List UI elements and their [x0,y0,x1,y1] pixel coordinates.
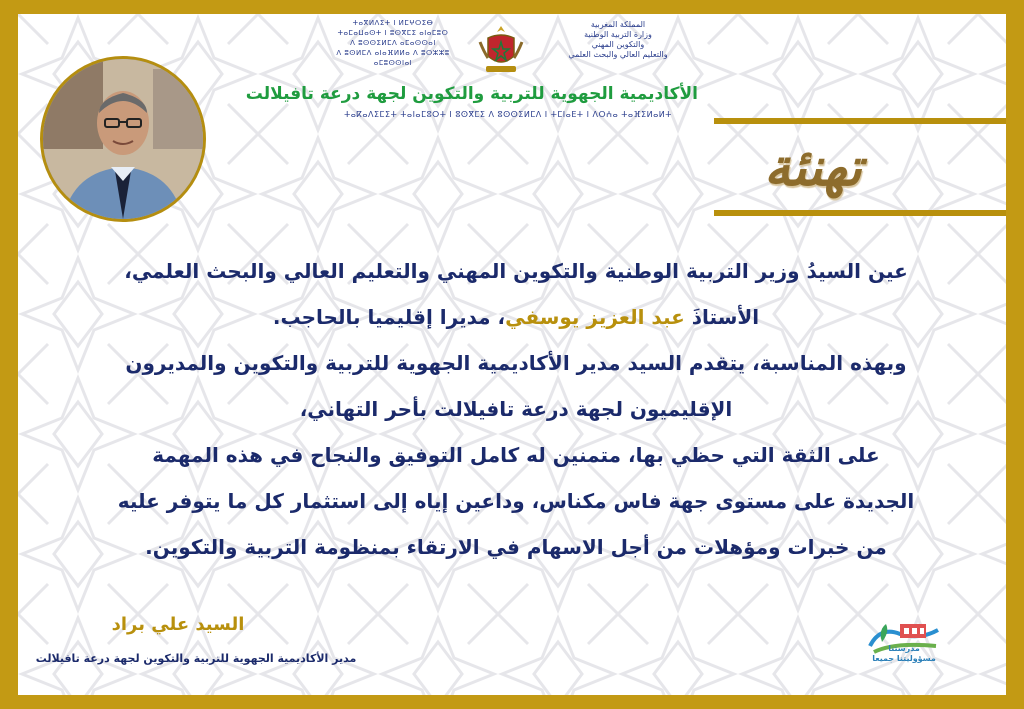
arabic-ministry-name [548,20,688,60]
body-line: وبهذه المناسبة، يتقدم السيد مدير الأكاديمية الجهوية للتربية والتكوين والمديرون [125,351,907,375]
logo-text-line: مسؤوليتنا جميعا [872,654,936,663]
body-line: على الثقة التي حظي بها، متمنين له كامل التوفيق والنجاح في هذه المهمة [152,443,880,467]
royal-emblem-icon [476,22,526,78]
body-line: الجديدة على مستوى جهة فاس مكناس، وداعين إياه إلى استثمار كل ما يتوفر عليه [117,489,915,513]
signatory-role: مدير الأكاديمية الجهوية للتربية والتكوين لجهة درعة تافيلالت [35,652,357,665]
school-logo-text [854,644,954,664]
amazigh-line: ⴷ ⵓⵙⵙⵉⵍⵎⴷ ⴰⵎⴰⵙⵙⴰⵏ [350,39,436,47]
amazigh-line: ⵜⴰⵎⴰⵡⴰⵙⵜ ⵏ ⵓⵙⴳⵎⵉ ⴰⵏⴰⵎⵓⵔ [337,29,449,37]
body-text: ، مديرا إقليميا بالحاجب. [272,305,506,329]
academy-name-amazigh: ⵜⴰⴽⴰⴷⵉⵎⵉⵜ ⵜⴰⵏⴰⵎⵓⵔⵜ ⵏ ⵓⵙⴳⵎⵉ ⴷ ⵓⵙⵙⵉⵍⵎⴷ ⵏ ⵜⵎⵏⴰⴹⵜ ⵏ ⴷⵔⵄⴰ ⵜⴰⴼⵉⵍⴰⵍⵜ [344,110,672,119]
amazigh-ministry-name [328,18,458,68]
page-title: تهنئة [764,137,862,198]
body-text: الأستاذَ [691,305,760,329]
academy-name-arabic: الأكاديمية الجهوية للتربية والتكوين لجهة درعة تافيلالت [245,84,698,104]
person-icon [43,59,203,219]
logo-text-line: مدرستنا [888,644,920,653]
body-line: من خبرات ومؤهلات من أجل الاسهام في الارتقاء بمنظومة التربية والتكوين. [145,535,887,559]
arabic-line: وزارة التربية الوطنية [584,30,652,39]
body-line: الإقليميون لجهة درعة تافيلالت بأحر التهاني، [299,397,733,421]
title-top-bar [714,118,1006,124]
portrait-photo [40,56,206,222]
amazigh-line: ⵜⴰⴳⵍⴷⵉⵜ ⵏ ⵍⵎⵖⵔⵉⴱ [352,19,434,27]
signatory-name: السيد علي براد [111,614,245,635]
body-line-appointee [46,294,986,340]
arabic-line: والتعليم العالي والبحث العلمي [568,50,668,59]
title-bottom-bar [714,210,1006,216]
ministry-header [245,16,698,134]
amazigh-line: ⴷ ⵓⵙⵍⵎⴷ ⴰⵏⴰⴼⵍⵍⴰ ⴷ ⵓⵔⵣⵣⵓ ⴰⵎⵓⵙⵙⵏⴰⵏ [336,49,450,67]
arabic-line: المملكة المغربية [590,20,646,29]
body-line: عين السيدُ وزير التربية الوطنية والتكوين المهني والتعليم العالي والبحث العلمي، [124,259,908,283]
appointee-name: عبد العزيز يوسفي [505,305,685,329]
announcement-body [46,248,986,570]
arabic-line: والتكوين المهني [591,40,645,49]
card [18,14,1006,695]
